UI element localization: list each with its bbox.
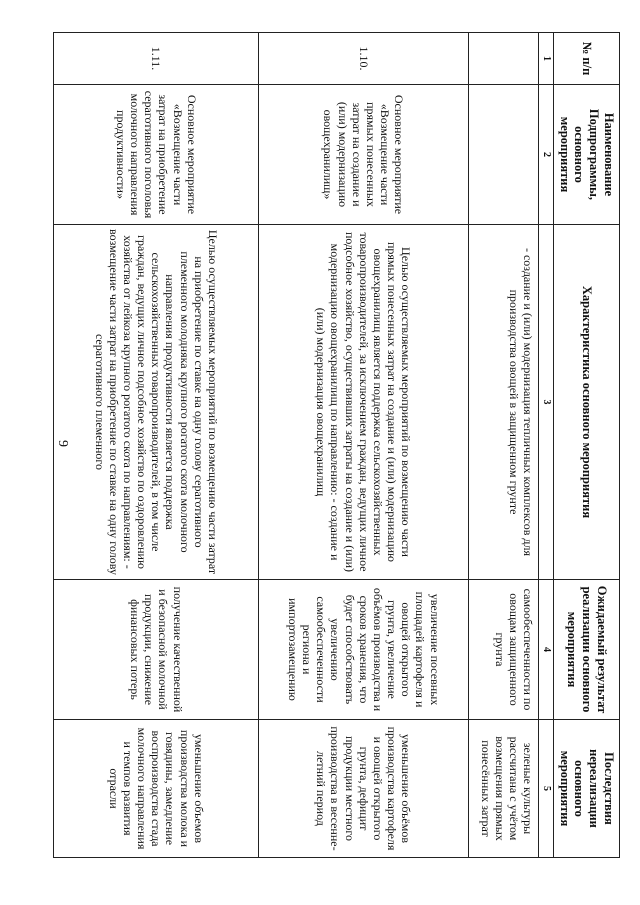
header-desc: Характеристика основного мероприятия	[554, 225, 620, 580]
header-result: Ожидаемый результат реализации основного мероприятия	[554, 580, 620, 720]
row-name: Основное мероприятие «Возмещение части затрат на приобретение сераготивного поголовья молочного направления продуктивности»	[54, 85, 259, 225]
row-name: Основное мероприятие «Возмещение части прямых понесенных затрат на создание и (или) модернизацию овощехранилищ»	[259, 85, 469, 225]
col-num-4: 4	[539, 580, 554, 720]
measures-table	[53, 32, 620, 858]
col-num-5: 5	[539, 720, 554, 858]
row-desc: Целью осуществляемых мероприятий по возмещению части затрат на приобретение по ставке на одну голову сераготивного племенного молодняка крупного рогатого скота молочного направления продуктивности является поддержка сельскохозяйственных товаропроизводителей, в том числе граждан, ведущих личное подсобное хозяйство по оздоровлению хозяйства от лейкоза крупного рогатого скота по направлениям: - возмещение части затрат на приобретение по ставке на одну голову сераготивного племенного	[54, 225, 259, 580]
header-num: № п/п	[554, 33, 620, 85]
table-row	[469, 33, 539, 858]
row-num	[469, 33, 539, 85]
col-num-1: 1	[539, 33, 554, 85]
row-desc: - создание и (или) модернизация тепличных комплексов для производства овощей в защищенном грунте	[469, 225, 539, 580]
row-desc: Целью осуществляемых мероприятий по возмещению части прямых понесенных затрат на создание и (или) модернизацию овощехранилищ является поддержка сельскохозяйственных товаропроизводителей, за исключением граждан, ведущих личное подсобное хозяйство, осуществивших затраты на создание и (или) модернизацию овощехранилищ по направлению: - создание и (или) модернизация овощехранилищ	[259, 225, 469, 580]
row-consequence: зеленые культуры рассчитана с учётом возмещения прямых понесённых затрат	[469, 720, 539, 858]
row-consequence: уменьшение объемов производства молока и говядины, замедление воспроизводства стада молочного направления и темпов развития отрасли	[54, 720, 259, 858]
header-row	[554, 33, 620, 858]
row-consequence: уменьшение объёмов производства картофеля и овощей открытого грунта, дефицит продукции местного производства в весенне-летний период	[259, 720, 469, 858]
row-num: 1.11.	[54, 33, 259, 85]
row-result: увеличение посевных площадей картофеля и овощей открытого грунта, увеличение объёмов производства и сроков хранения, что будет способствовать увеличению самообеспеченности региона и импортозамещению	[259, 580, 469, 720]
row-name	[469, 85, 539, 225]
header-consequence: Последствия нереализации основного мероприятия	[554, 720, 620, 858]
col-num-3: 3	[539, 225, 554, 580]
col-num-2: 2	[539, 85, 554, 225]
table-row	[54, 33, 259, 858]
rotated-table-wrapper	[80, 32, 620, 857]
column-number-row	[539, 33, 554, 858]
table-row	[259, 33, 469, 858]
row-result: получение качественной и безопасной молочной продукции, снижение финансовых потерь	[54, 580, 259, 720]
header-name: Наименование Подпрограммы, основного мероприятия	[554, 85, 620, 225]
row-result: самообеспеченности по овощам защищенного грунта	[469, 580, 539, 720]
page-number: 9	[55, 440, 70, 447]
row-num: 1.10.	[259, 33, 469, 85]
